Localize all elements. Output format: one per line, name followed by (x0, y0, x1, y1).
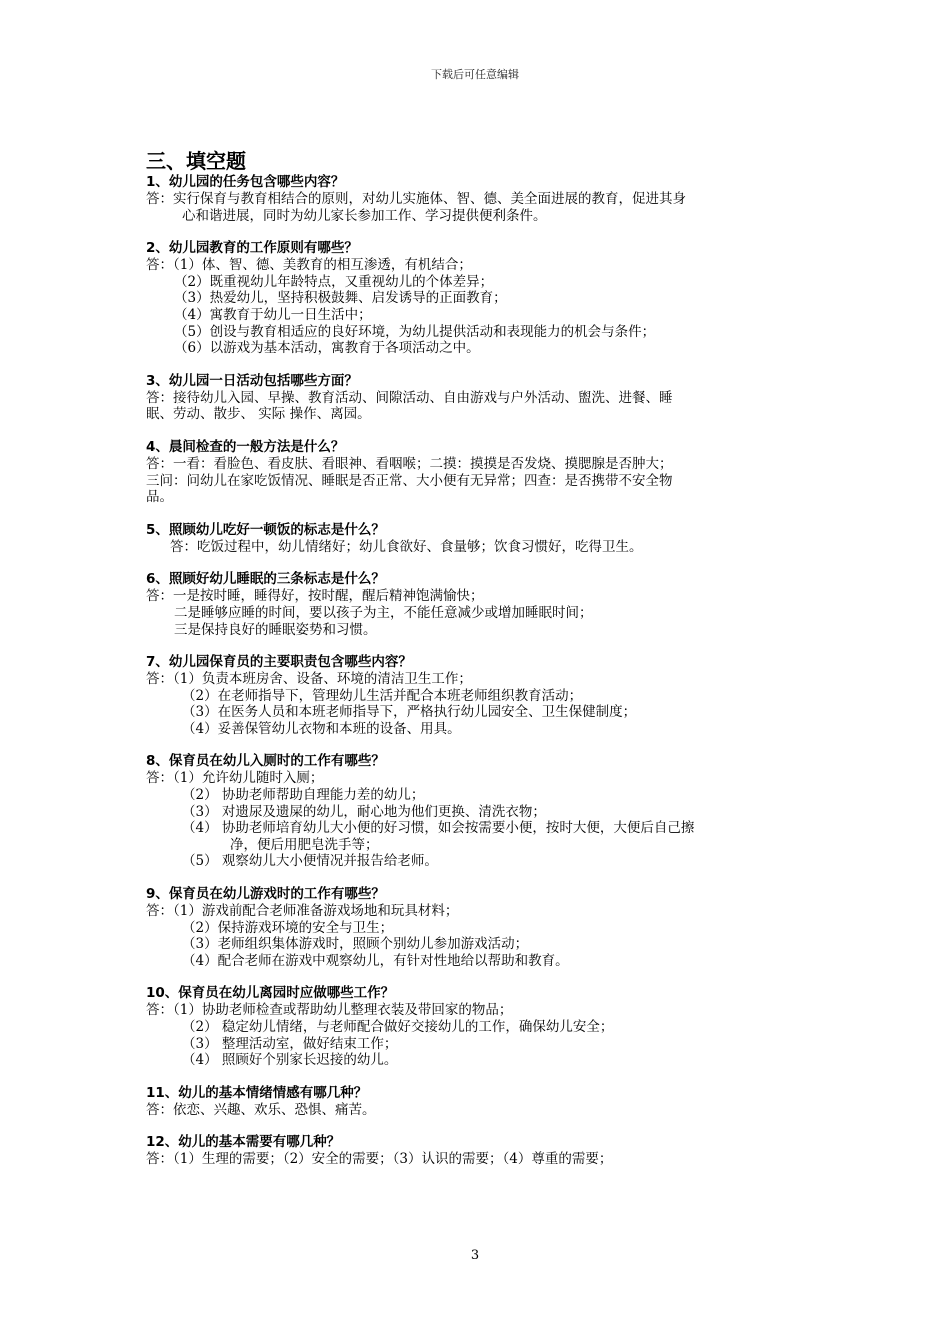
question-block (146, 1085, 806, 1119)
answer-line: （3）热爱幼儿，坚持积极鼓舞、启发诱导的正面教育； (174, 290, 507, 307)
answer-line: 三问：问幼儿在家吃饭情况、睡眠是否正常、大小便有无异常；四查：是否携带不安全物 (146, 472, 673, 489)
answer-line: （2） 协助老师帮助自理能力差的幼儿； (182, 787, 425, 804)
question-block (146, 654, 806, 737)
answer-line: 答：（1）生理的需要；（2）安全的需要；（3）认识的需要；（4）尊重的需要； (146, 1151, 613, 1168)
answer-line: 二是睡够应睡的时间，要以孩子为主，不能任意减少或增加睡眠时间； (174, 604, 593, 621)
answer-line: （2）既重视幼儿年龄特点，又重视幼儿的个体差异； (174, 273, 494, 290)
question-title: 6、照顾好幼儿睡眠的三条标志是什么？ (146, 571, 385, 588)
question-block (146, 174, 806, 224)
answer-line: （5） 观察幼儿大小便情况并报告给老师。 (182, 853, 438, 870)
answer-line: （2）在老师指导下，管理幼儿生活并配合本班老师组织教育活动； (182, 687, 583, 704)
document-body (146, 148, 806, 1184)
question-block (146, 439, 806, 506)
answer-line: （4） 照顾好个别家长迟接的幼儿。 (182, 1052, 398, 1069)
question-title: 7、幼儿园保育员的主要职责包含哪些内容？ (146, 654, 412, 671)
answer-line: （3）在医务人员和本班老师指导下，严格执行幼儿园安全、卫生保健制度； (182, 704, 637, 721)
question-title: 8、保育员在幼儿入厕时的工作有哪些？ (146, 753, 385, 770)
answer-line: （2） 稳定幼儿情绪，与老师配合做好交接幼儿的工作，确保幼儿安全； (182, 1019, 614, 1035)
answer-line: （3） 整理活动室，做好结束工作； (182, 1035, 398, 1052)
question-title: 1、幼儿园的任务包含哪些内容？ (146, 174, 345, 190)
answer-line: 品。 (146, 489, 173, 506)
question-block (146, 571, 806, 638)
answer-line: 答：（1）体、智、德、美教育的相互渗透，有机结合； (146, 257, 472, 274)
answer-line: 答：（1）游戏前配合老师准备游戏场地和玩具材料； (146, 903, 459, 920)
answer-line: （2）保持游戏环境的安全与卫生； (182, 919, 394, 936)
answer-line: 答：（1）负责本班房舍、设备、环境的清洁卫生工作； (146, 671, 472, 688)
question-title: 5、照顾幼儿吃好一顿饭的标志是什么？ (146, 521, 385, 538)
answer-line: 答：吃饭过程中，幼儿情绪好；幼儿食欲好、食量够；饮食习惯好，吃得卫生。 (170, 538, 643, 555)
answer-line: 三是保持良好的睡眠姿势和习惯。 (174, 621, 377, 638)
answer-line: 答：依恋、兴趣、欢乐、恐惧、痛苦。 (146, 1101, 376, 1118)
answer-line: 答：（1）允许幼儿随时入厕； (146, 770, 324, 787)
answer-line: 答：一是按时睡，睡得好，按时醒，醒后精神饱满愉快； (146, 588, 484, 605)
answer-line: （4）寓教育于幼儿一日生活中； (174, 306, 372, 323)
question-block (146, 886, 806, 969)
answer-line: （5）创设与教育相适应的良好环境，为幼儿提供活动和表现能力的机会与条件； (174, 323, 656, 340)
answer-line: 净，便后用肥皂洗手等； (230, 836, 379, 853)
question-title: 3、幼儿园一日活动包括哪些方面？ (146, 372, 358, 389)
question-title: 10、保育员在幼儿离园时应做哪些工作？ (146, 985, 395, 1002)
section-title: 三、填空题 (146, 149, 246, 173)
answer-line: （3） 对遗尿及遗屎的幼儿，耐心地为他们更换、清洗衣物； (182, 803, 546, 820)
page-header: 下载后可任意编辑 (431, 68, 519, 81)
answer-line: （4） 协助老师培育幼儿大小便的好习惯，如会按需要小便，按时大便，大便后自己擦 (182, 820, 695, 837)
question-block (146, 373, 806, 423)
question-title: 12、幼儿的基本需要有哪几种？ (146, 1134, 341, 1151)
question-title: 9、保育员在幼儿游戏时的工作有哪些？ (146, 886, 385, 903)
answer-line: 答：（1）协助老师检查或帮助幼儿整理衣装及带回家的物品； (146, 1002, 513, 1019)
answer-line: （4）妥善保管幼儿衣物和本班的设备、用具。 (182, 720, 461, 737)
question-list (146, 174, 806, 1168)
answer-line: 答：实行保育与教育相结合的原则，对幼儿实施体、智、德、美全面进展的教育，促进其身 (146, 191, 686, 207)
answer-line: 心和谐进展，同时为幼儿家长参加工作、学习提供便利条件。 (182, 207, 547, 224)
question-title: 2、幼儿园教育的工作原则有哪些？ (146, 240, 358, 257)
page-number: 3 (470, 1248, 480, 1263)
answer-line: 答：接待幼儿入园、早操、教育活动、间隙活动、自由游戏与户外活动、盥洗、进餐、睡 (146, 389, 673, 406)
question-block (146, 1134, 806, 1168)
answer-line: （4）配合老师在游戏中观察幼儿，有针对性地给以帮助和教育。 (182, 952, 569, 969)
question-block (146, 985, 806, 1068)
question-title: 11、幼儿的基本情绪情感有哪几种？ (146, 1084, 368, 1101)
question-block (146, 753, 806, 870)
answer-line: （6）以游戏为基本活动，寓教育于各项活动之中。 (174, 340, 480, 357)
answer-line: （3）老师组织集体游戏时，照顾个别幼儿参加游戏活动； (182, 936, 529, 953)
answer-line: 眠、劳动、散步、 实际 操作、离园。 (146, 406, 371, 423)
question-block (146, 240, 806, 357)
question-block (146, 522, 806, 556)
question-title: 4、晨间检查的一般方法是什么？ (146, 438, 345, 455)
answer-line: 答：一看：看脸色、看皮肤、看眼神、看咽喉；二摸：摸摸是否发烧、摸腮腺是否肿大； (146, 455, 673, 472)
